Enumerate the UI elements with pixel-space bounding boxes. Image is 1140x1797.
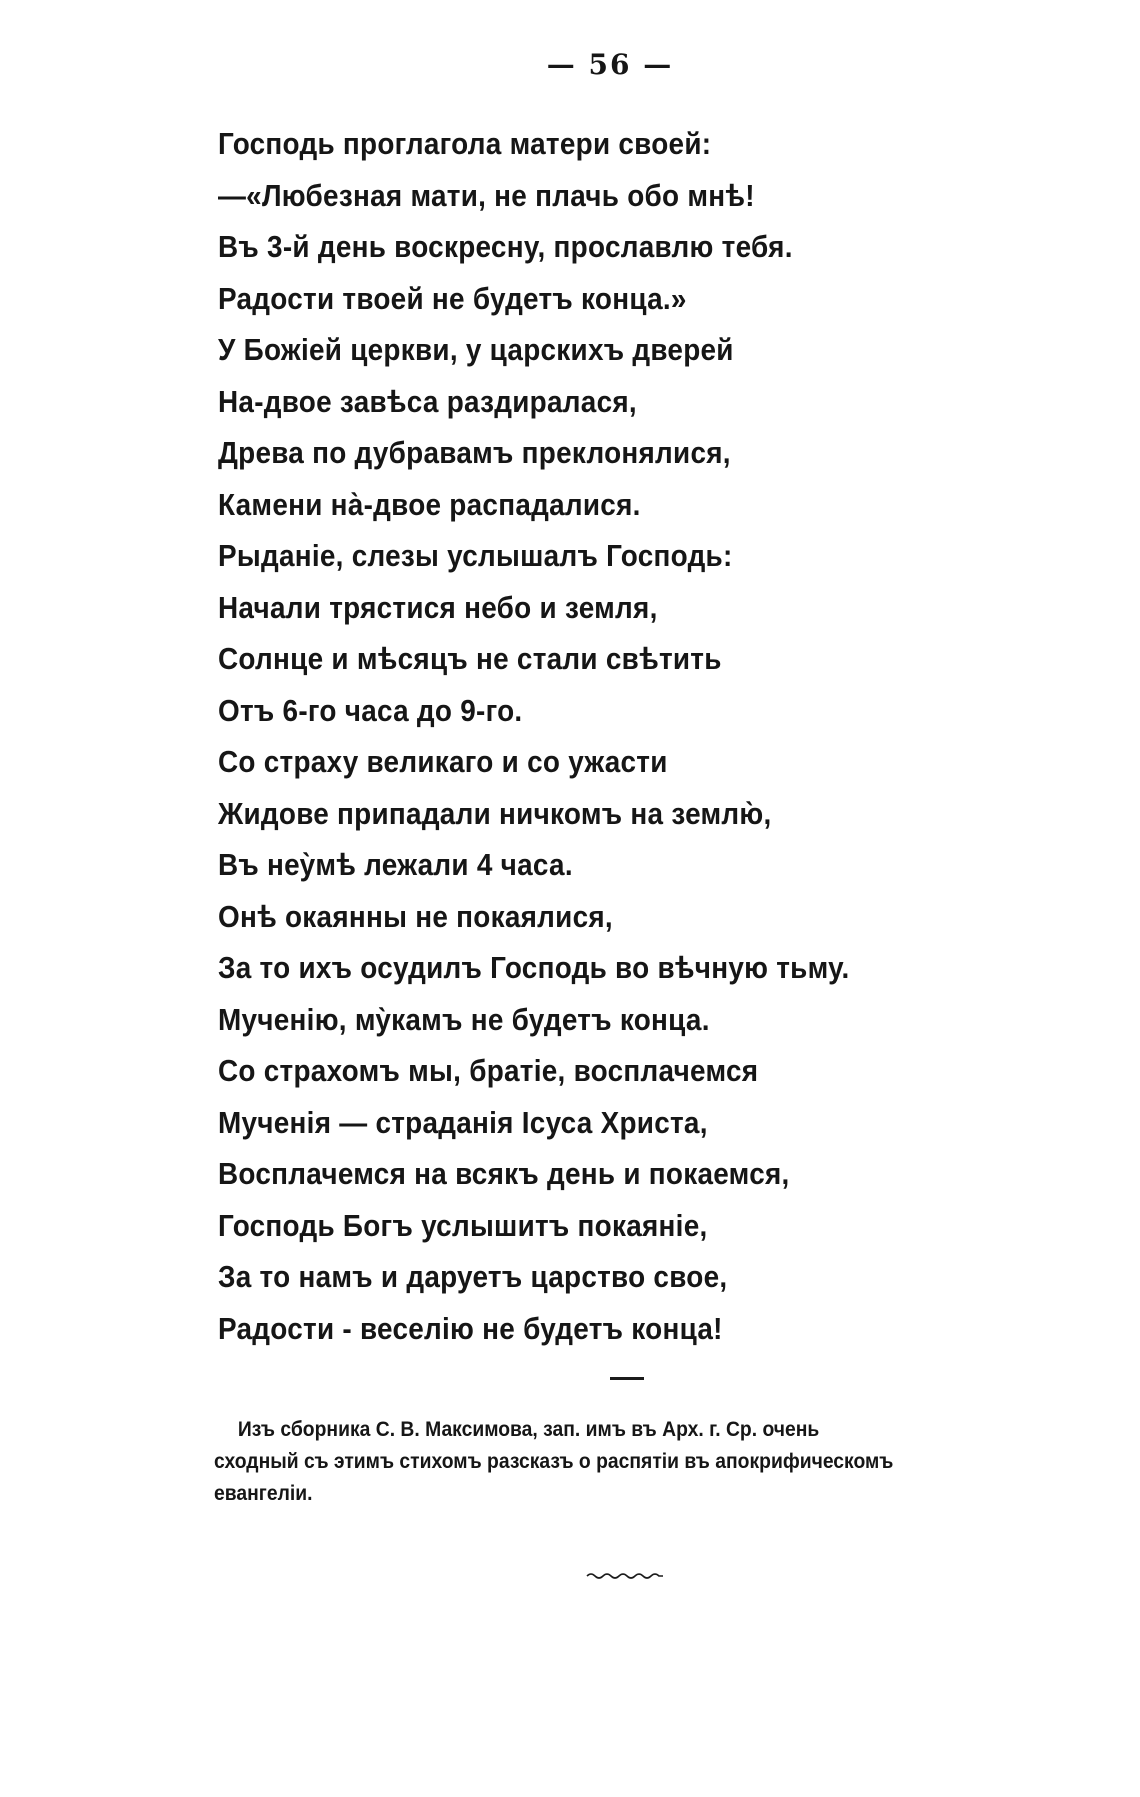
verse-line: Солнце и мѣсяцъ не стали свѣтить (218, 641, 722, 676)
verse-line: Жидове припадали ничкомъ на землю̀, (218, 795, 772, 831)
verse-line: Рыданiе, слезы услышалъ Господь: (218, 538, 733, 573)
verse-line: Радости - веселiю не будетъ конца! (218, 1310, 723, 1346)
verse-line: Восплачемся на всякъ день и покаемся, (218, 1156, 790, 1191)
footnote (214, 1414, 1034, 1510)
verse-line: Въ неу̀мѣ лежали 4 часа. (218, 847, 573, 882)
verse-line: Со страху великаго и со ужасти (218, 744, 668, 779)
verse-line: Камени на̀-двое распадалися. (218, 486, 641, 522)
end-ornament-icon (585, 1570, 665, 1580)
verse-line: Онѣ окаянны не покаялися, (218, 898, 613, 934)
verse-line: Мученiя — страданiя Iсуса Христа, (218, 1104, 708, 1140)
verse-line: —«Любезная мати, не плачь обо мнѣ! (218, 177, 755, 213)
verse-line: За то намъ и даруетъ царство свое, (218, 1259, 728, 1294)
verse-line: Со страхомъ мы, братiе, восплачемся (218, 1053, 759, 1088)
verse-line: Мученiю, му̀камъ не будетъ конца. (218, 1001, 710, 1037)
verse-line: За то ихъ осудилъ Господь во вѣчную тьму. (218, 950, 850, 985)
verse-line: У Божiей церкви, у царскихъ дверей (218, 332, 734, 367)
verse-line: Отъ 6-го часа до 9-го. (218, 692, 523, 728)
verse-line: На-двое завѣса раздиралася, (218, 383, 637, 419)
footnote-line: евангелiи. (214, 1482, 313, 1505)
verse-text (218, 118, 920, 1354)
footnote-line: сходный съ этимъ стихомъ разсказъ о распятiи въ апокрифическомъ (214, 1450, 894, 1473)
verse-line: Господь Богъ услышитъ покаянiе, (218, 1207, 708, 1243)
verse-line: Въ 3-й день воскресну, прославлю тебя. (218, 229, 793, 264)
verse-line: Древа по дубравамъ преклонялися, (218, 435, 731, 470)
footnote-line: Изъ сборника С. В. Максимова, зап. имъ въ Арх. г. Ср. очень (237, 1418, 820, 1441)
page-number: — 56 — (546, 48, 674, 81)
verse-line: Господь проглагола матери своей: (218, 126, 712, 161)
verse-line: Начали трястися небо и земля, (218, 589, 658, 625)
verse-line: Радости твоей не будетъ конца.» (218, 280, 687, 316)
section-divider (610, 1377, 644, 1380)
